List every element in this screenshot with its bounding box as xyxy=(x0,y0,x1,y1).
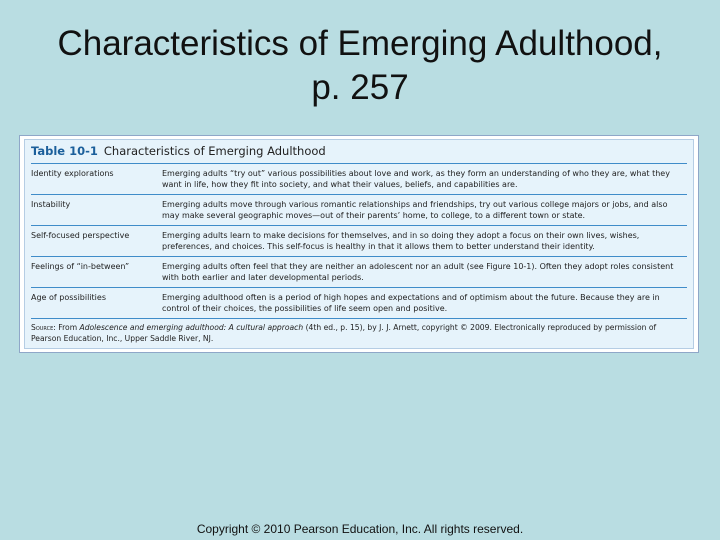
table-row xyxy=(31,164,687,195)
source-title: Adolescence and emerging adulthood: A cultural approach xyxy=(79,323,304,332)
table-caption xyxy=(31,140,687,164)
row-description: Emerging adults move through various romantic relationships and friendships, try out various college majors or jobs, and also may make several geographic moves—out of their parents’ home, to college, to a different town or state. xyxy=(162,200,668,220)
source-prefix: From xyxy=(55,323,80,332)
slide-title-line-1: Characteristics of Emerging Adulthood, xyxy=(57,24,663,63)
table-row xyxy=(31,195,687,226)
table-caption-text: Characteristics of Emerging Adulthood xyxy=(103,144,326,158)
source-note xyxy=(31,319,687,348)
copyright-notice: Copyright © 2010 Pearson Education, Inc. All rights reserved. xyxy=(196,522,524,536)
table-number: Table 10-1 xyxy=(31,144,98,158)
table-row xyxy=(31,288,687,319)
slide-title-line-2: p. 257 xyxy=(311,68,409,107)
source-suffix: (4th ed., p. 15), by J. J. Arnett, copyright © 2009. Electronically reproduced by permission of Pearson Education, Inc., Upper Saddle River, NJ. xyxy=(31,323,657,343)
row-term: Self-focused perspective xyxy=(31,231,130,240)
row-description: Emerging adulthood often is a period of high hopes and expectations and of optimism about the future. Because they are in control of their choices, the possibilities of life seem open and positive. xyxy=(162,293,660,313)
characteristics-table xyxy=(24,139,694,349)
table-row xyxy=(31,226,687,257)
row-description: Emerging adults learn to make decisions for themselves, and in so doing they adopt a focus on their own lives, wishes, preferences, and choices. This self-focus is healthy in that it allows them to better understand their identity. xyxy=(162,231,640,251)
row-term: Feelings of “in-between” xyxy=(31,262,130,271)
row-description: Emerging adults “try out” various possibilities about love and work, as they form an understanding of who they are, what they want in life, how they fit into society, and what their values, beliefs, and capabilities are. xyxy=(162,169,670,189)
row-term: Age of possibilities xyxy=(31,293,106,302)
slide-title xyxy=(0,22,720,110)
table-row xyxy=(31,257,687,288)
table-image xyxy=(19,135,699,353)
source-label: Source: xyxy=(31,323,56,332)
row-term: Identity explorations xyxy=(31,169,114,178)
row-description: Emerging adults often feel that they are neither an adolescent nor an adult (see Figure 10-1). Often they adopt roles consistent with both earlier and later developmental periods. xyxy=(162,262,674,282)
row-term: Instability xyxy=(31,200,71,209)
